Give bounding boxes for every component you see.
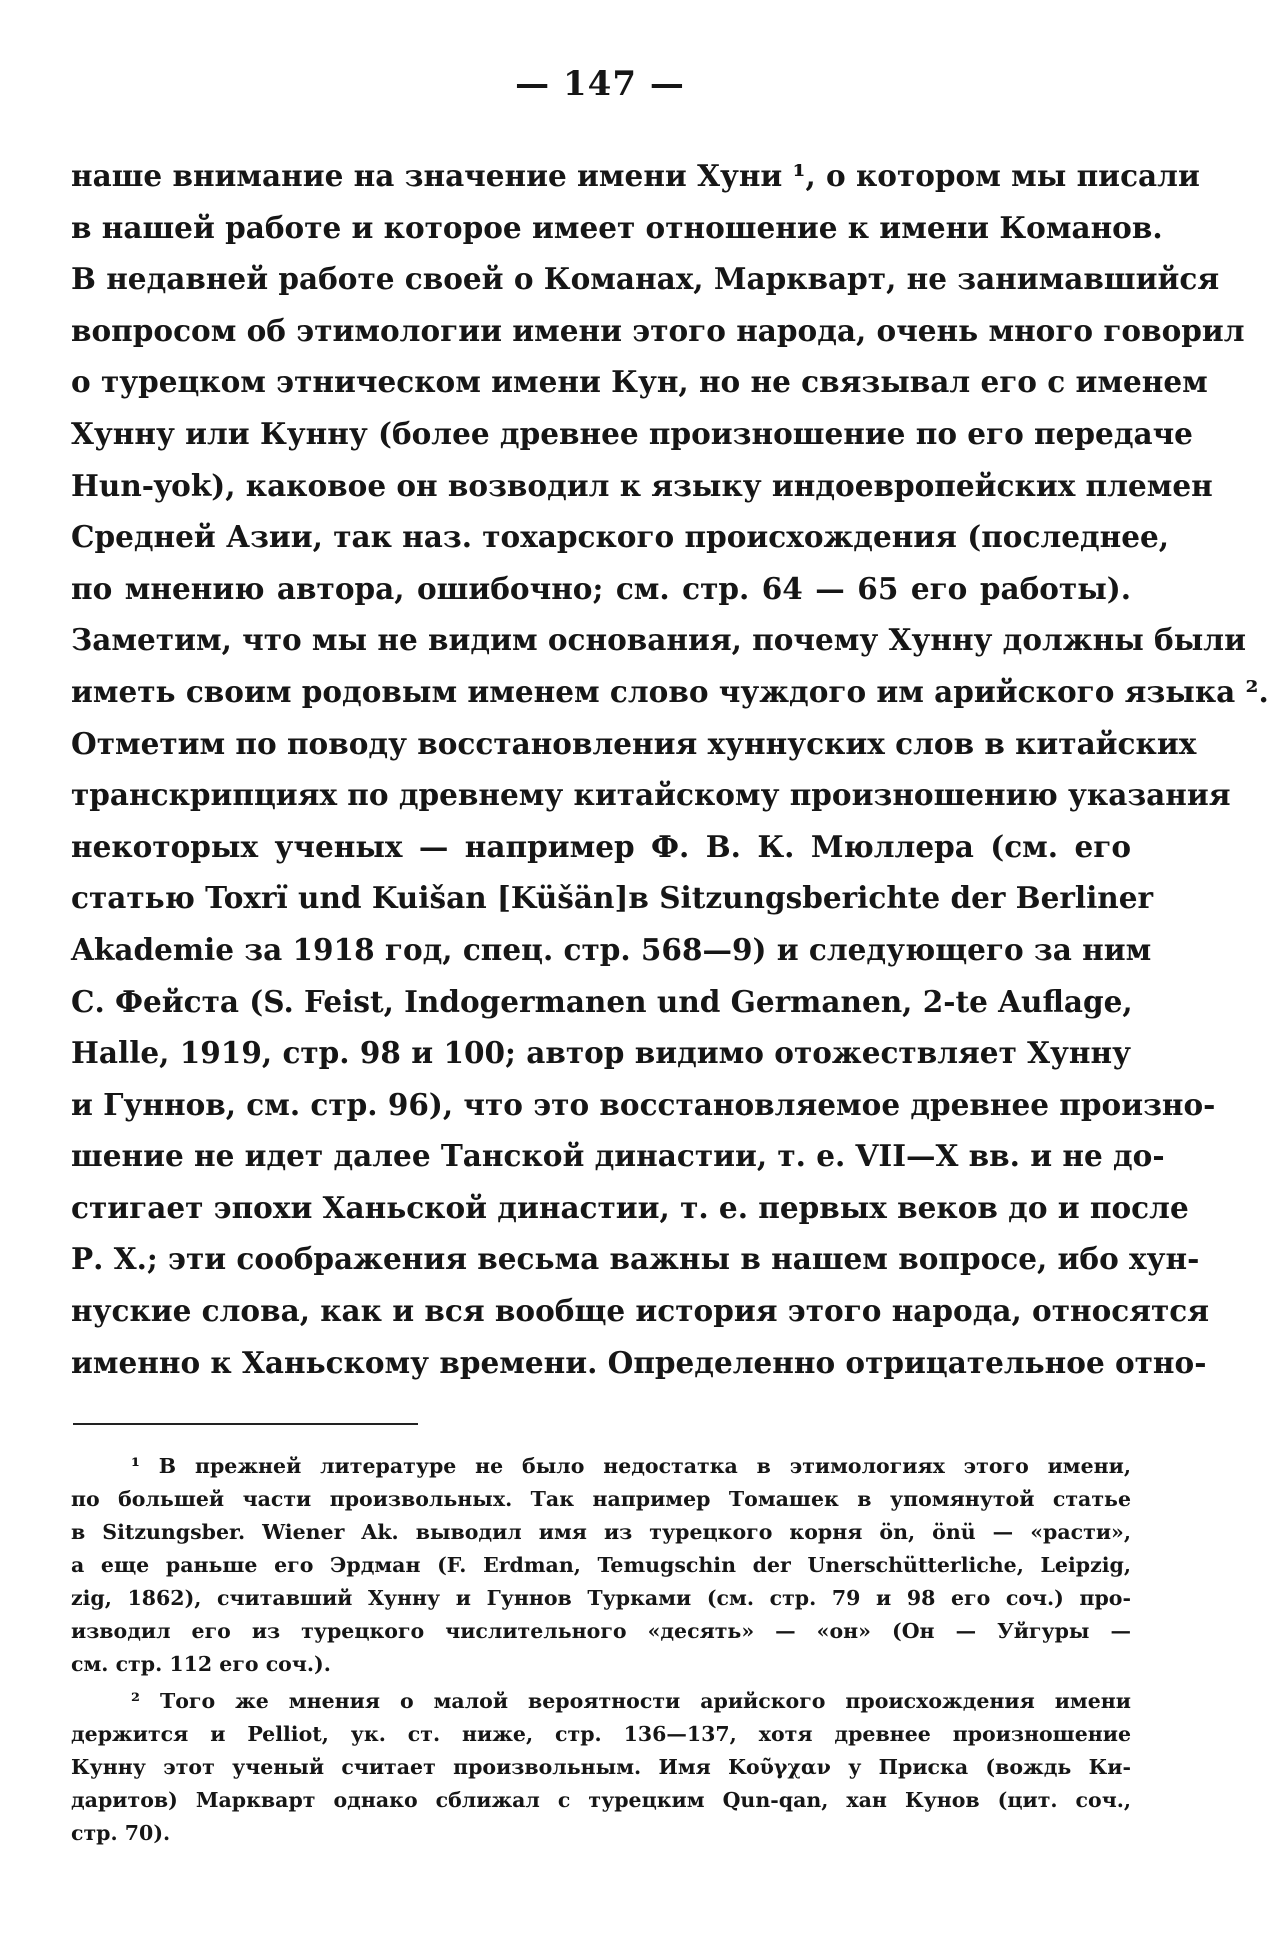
footnote-separator <box>73 1423 418 1425</box>
footnote-line: по большей части произвольных. Так например Томашек в упомянутой статье <box>71 1487 1131 1511</box>
footnote-line: изводил его из турецкого числительного «десять» — «он» (Он — Уйгуры — <box>71 1619 1131 1643</box>
page-number: — 147 — <box>515 64 685 104</box>
text-line: Р. Х.; эти соображения весьма важны в нашем вопросе, ибо хун- <box>71 1241 1200 1277</box>
footnote-1 <box>71 1450 1131 1681</box>
text-line: именно к Ханьскому времени. Определенно отрицательное отно- <box>71 1344 1207 1380</box>
text-line: транскрипциях по древнему китайскому произношению указания <box>71 777 1231 813</box>
text-line: Akademie за 1918 год, спец. стр. 568—9) и следующего за ним <box>71 931 1152 967</box>
text-line: нуские слова, как и вся вообще история этого народа, относятся <box>71 1293 1210 1329</box>
text-line: иметь своим родовым именем слово чуждого им арийского языка ². <box>71 673 1269 709</box>
text-line: о турецком этническом имени Кун, но не связывал его с именем <box>71 364 1208 400</box>
text-line: и Гуннов, см. стр. 96), что это восстановляемое древнее произно- <box>71 1086 1216 1122</box>
text-line: статью Toxrï und Kuišan [Küšän]в Sitzungsberichte der Berliner <box>71 880 1154 916</box>
main-text <box>71 150 1269 1388</box>
footnote-line: см. стр. 112 его соч.). <box>71 1652 331 1676</box>
footnote-line: в Sitzungsber. Wiener Ak. выводил имя из турецкого корня ön, önü — «расти», <box>71 1520 1131 1544</box>
text-line: некоторых ученых — например Ф. В. К. Мюллера (см. его <box>71 828 1131 864</box>
footnote-line: ² Того же мнения о малой вероятности арийского происхождения имени <box>131 1689 1131 1713</box>
text-line: С. Фейста (S. Feist, Indogermanen und Germanen, 2-te Auflage, <box>71 983 1133 1019</box>
footnote-line: ¹ В прежней литературе не было недостатка в этимологиях этого имени, <box>131 1454 1131 1478</box>
text-line: Halle, 1919, стр. 98 и 100; автор видимо отожествляет Хунну <box>71 1035 1131 1071</box>
text-line: Заметим, что мы не видим основания, почему Хунну должны были <box>71 622 1246 658</box>
footnotes <box>71 1450 1131 1850</box>
text-line: В недавней работе своей о Команах, Маркварт, не занимавшийся <box>71 261 1220 297</box>
footnote-line: Кунну этот ученый считает произвольным. Имя Κοῦγχαν у Приска (вождь Ки- <box>71 1755 1131 1779</box>
text-line: по мнению автора, ошибочно; см. стр. 64 — 65 его работы). <box>71 570 1131 606</box>
footnote-line: zig, 1862), считавший Хунну и Гуннов Турками (см. стр. 79 и 98 его соч.) про- <box>71 1586 1131 1610</box>
footnote-line: а еще раньше его Эрдман (F. Erdman, Temugschin der Unerschütterliche, Leipzig, <box>71 1553 1131 1577</box>
text-line: шение не идет далее Танской династии, т. е. VII—X вв. и не до- <box>71 1138 1165 1174</box>
footnote-line: держится и Pelliot, ук. ст. ниже, стр. 136—137, хотя древнее произношение <box>71 1722 1131 1746</box>
footnote-line: стр. 70). <box>71 1821 171 1845</box>
text-line: Hun-yok), каковое он возводил к языку индоевропейских племен <box>71 467 1213 503</box>
text-line: Средней Азии, так наз. тохарского происхождения (последнее, <box>71 519 1170 555</box>
text-line: в нашей работе и которое имеет отношение к имени Команов. <box>71 209 1163 245</box>
text-line: Хунну или Кунну (более древнее произношение по его передаче <box>71 415 1193 451</box>
text-line: Отметим по поводу восстановления хуннуских слов в китайских <box>71 725 1197 761</box>
text-line: наше внимание на значение имени Хуни ¹, о котором мы писали <box>71 158 1200 193</box>
footnote-2 <box>71 1685 1131 1850</box>
text-line: стигает эпохи Ханьской династии, т. е. первых веков до и после <box>71 1189 1189 1225</box>
footnote-line: даритов) Маркварт однако сближал с турецким Qun-qan, хан Кунов (цит. соч., <box>71 1788 1131 1812</box>
text-line: вопросом об этимологии имени этого народа, очень много говорил <box>71 312 1245 348</box>
